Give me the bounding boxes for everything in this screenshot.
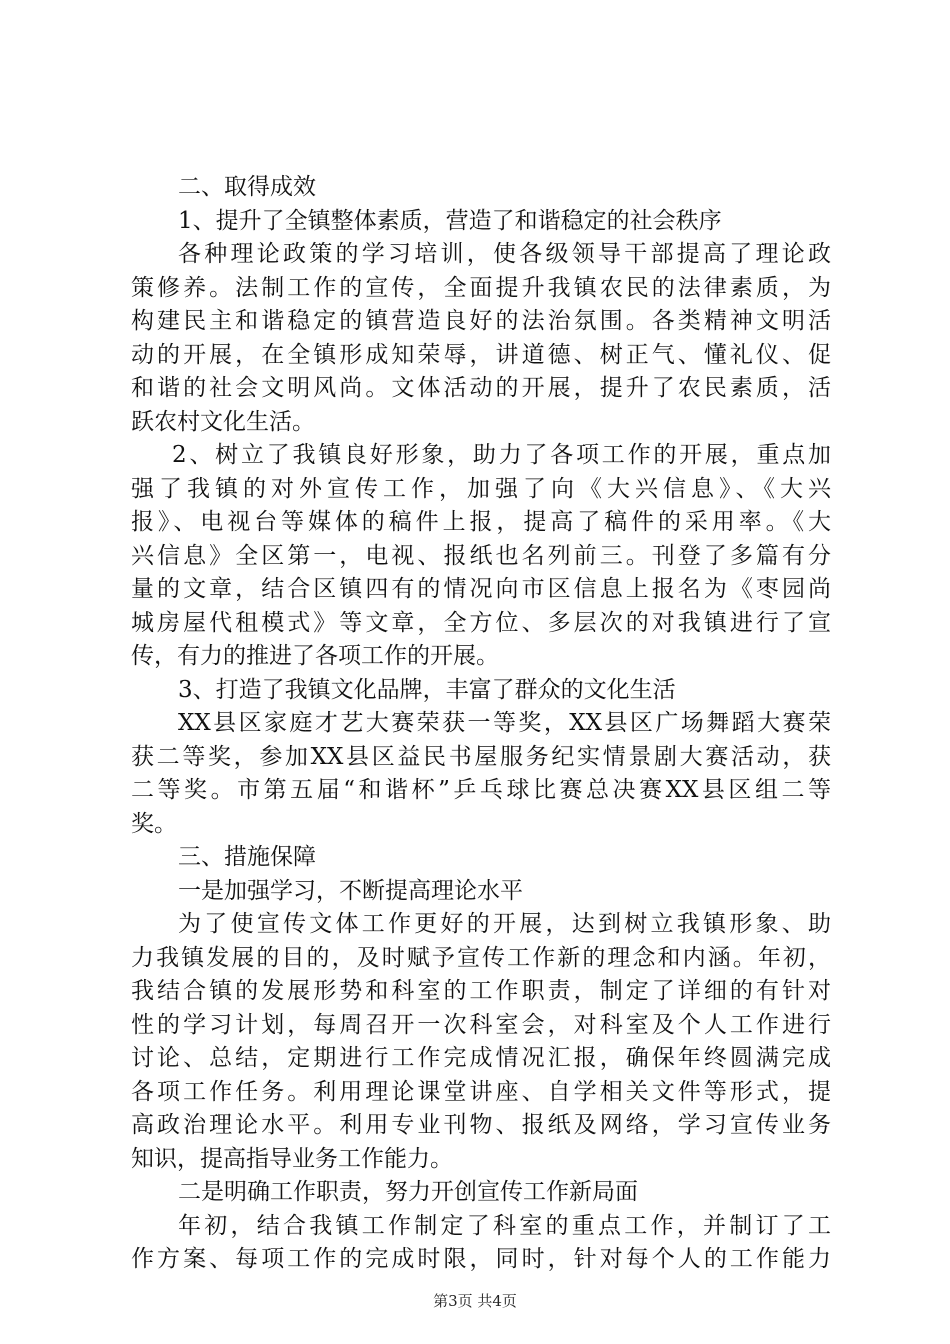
text-line: 2、树立了我镇良好形象，助力了各项工作的开展，重点加	[172, 442, 831, 468]
text-line: 3、打造了我镇文化品牌，丰富了群众的文化生活	[178, 676, 676, 703]
text-line: 强了我镇的对外宣传工作，加强了向《大兴信息》、《大兴	[131, 475, 831, 502]
text-line: 力我镇发展的目的，及时赋予宣传工作新的理念和内涵。年初，	[131, 944, 831, 971]
text-line: 城房屋代租模式》等文章，全方位、多层次的对我镇进行了宣	[131, 609, 831, 636]
text-line: 和谐的社会文明风尚。文体活动的开展，提升了农民素质，活	[131, 375, 831, 401]
text-line: 作方案、每项工作的完成时限，同时，针对每个人的工作能力	[131, 1246, 831, 1272]
text-line: 二是明确工作职责，努力开创宣传工作新局面	[178, 1179, 638, 1205]
text-line: 三、措施保障	[178, 844, 316, 870]
document-body	[131, 171, 831, 1277]
text-line: 各项工作任务。利用理论课堂讲座、自学相关文件等形式，提	[131, 1078, 831, 1105]
text-line: 策修养。法制工作的宣传，全面提升我镇农民的法律素质，为	[131, 274, 831, 301]
text-line: 年初，结合我镇工作制定了科室的重点工作，并制订了工	[178, 1212, 831, 1239]
text-line: 获二等奖，参加XX县区益民书屋服务纪实情景剧大赛活动，获	[131, 743, 831, 770]
text-line: 高政治理论水平。利用专业刊物、报纸及网络，学习宣传业务	[131, 1112, 831, 1138]
text-line: 构建民主和谐稳定的镇营造良好的法治氛围。各类精神文明活	[131, 308, 831, 334]
text-line: 量的文章，结合区镇四有的情况向市区信息上报名为《枣园尚	[131, 576, 831, 602]
text-line: 跃农村文化生活。	[131, 408, 315, 435]
page-footer: 第3页 共4页	[433, 1292, 517, 1310]
text-line: 二、取得成效	[178, 174, 316, 200]
text-line: XX县区家庭才艺大赛荣获一等奖，XX县区广场舞蹈大赛荣	[178, 710, 831, 736]
text-line: 为了使宣传文体工作更好的开展，达到树立我镇形象、助	[178, 911, 831, 937]
text-line: 各种理论政策的学习培训，使各级领导干部提高了理论政	[178, 241, 831, 267]
text-line: 讨论、总结，定期进行工作完成情况汇报，确保年终圆满完成	[131, 1045, 831, 1071]
text-line: 1、提升了全镇整体素质，营造了和谐稳定的社会秩序	[178, 207, 722, 234]
text-line: 我结合镇的发展形势和科室的工作职责，制定了详细的有针对	[131, 978, 831, 1004]
text-line: 传，有力的推进了各项工作的开展。	[131, 643, 499, 669]
text-line: 兴信息》全区第一，电视、报纸也名列前三。刊登了多篇有分	[131, 542, 831, 569]
text-line: 报》、电视台等媒体的稿件上报，提高了稿件的采用率。《大	[131, 509, 831, 535]
text-line: 奖。	[131, 810, 177, 837]
text-line: 二等奖。市第五届“和谐杯”乒乓球比赛总决赛XX县区组二等	[131, 777, 831, 803]
text-line: 知识，提高指导业务工作能力。	[131, 1145, 453, 1172]
text-line: 性的学习计划，每周召开一次科室会，对科室及个人工作进行	[131, 1011, 831, 1038]
text-line: 一是加强学习，不断提高理论水平	[178, 877, 523, 904]
text-line: 动的开展，在全镇形成知荣辱，讲道德、树正气、懂礼仪、促	[131, 341, 831, 368]
